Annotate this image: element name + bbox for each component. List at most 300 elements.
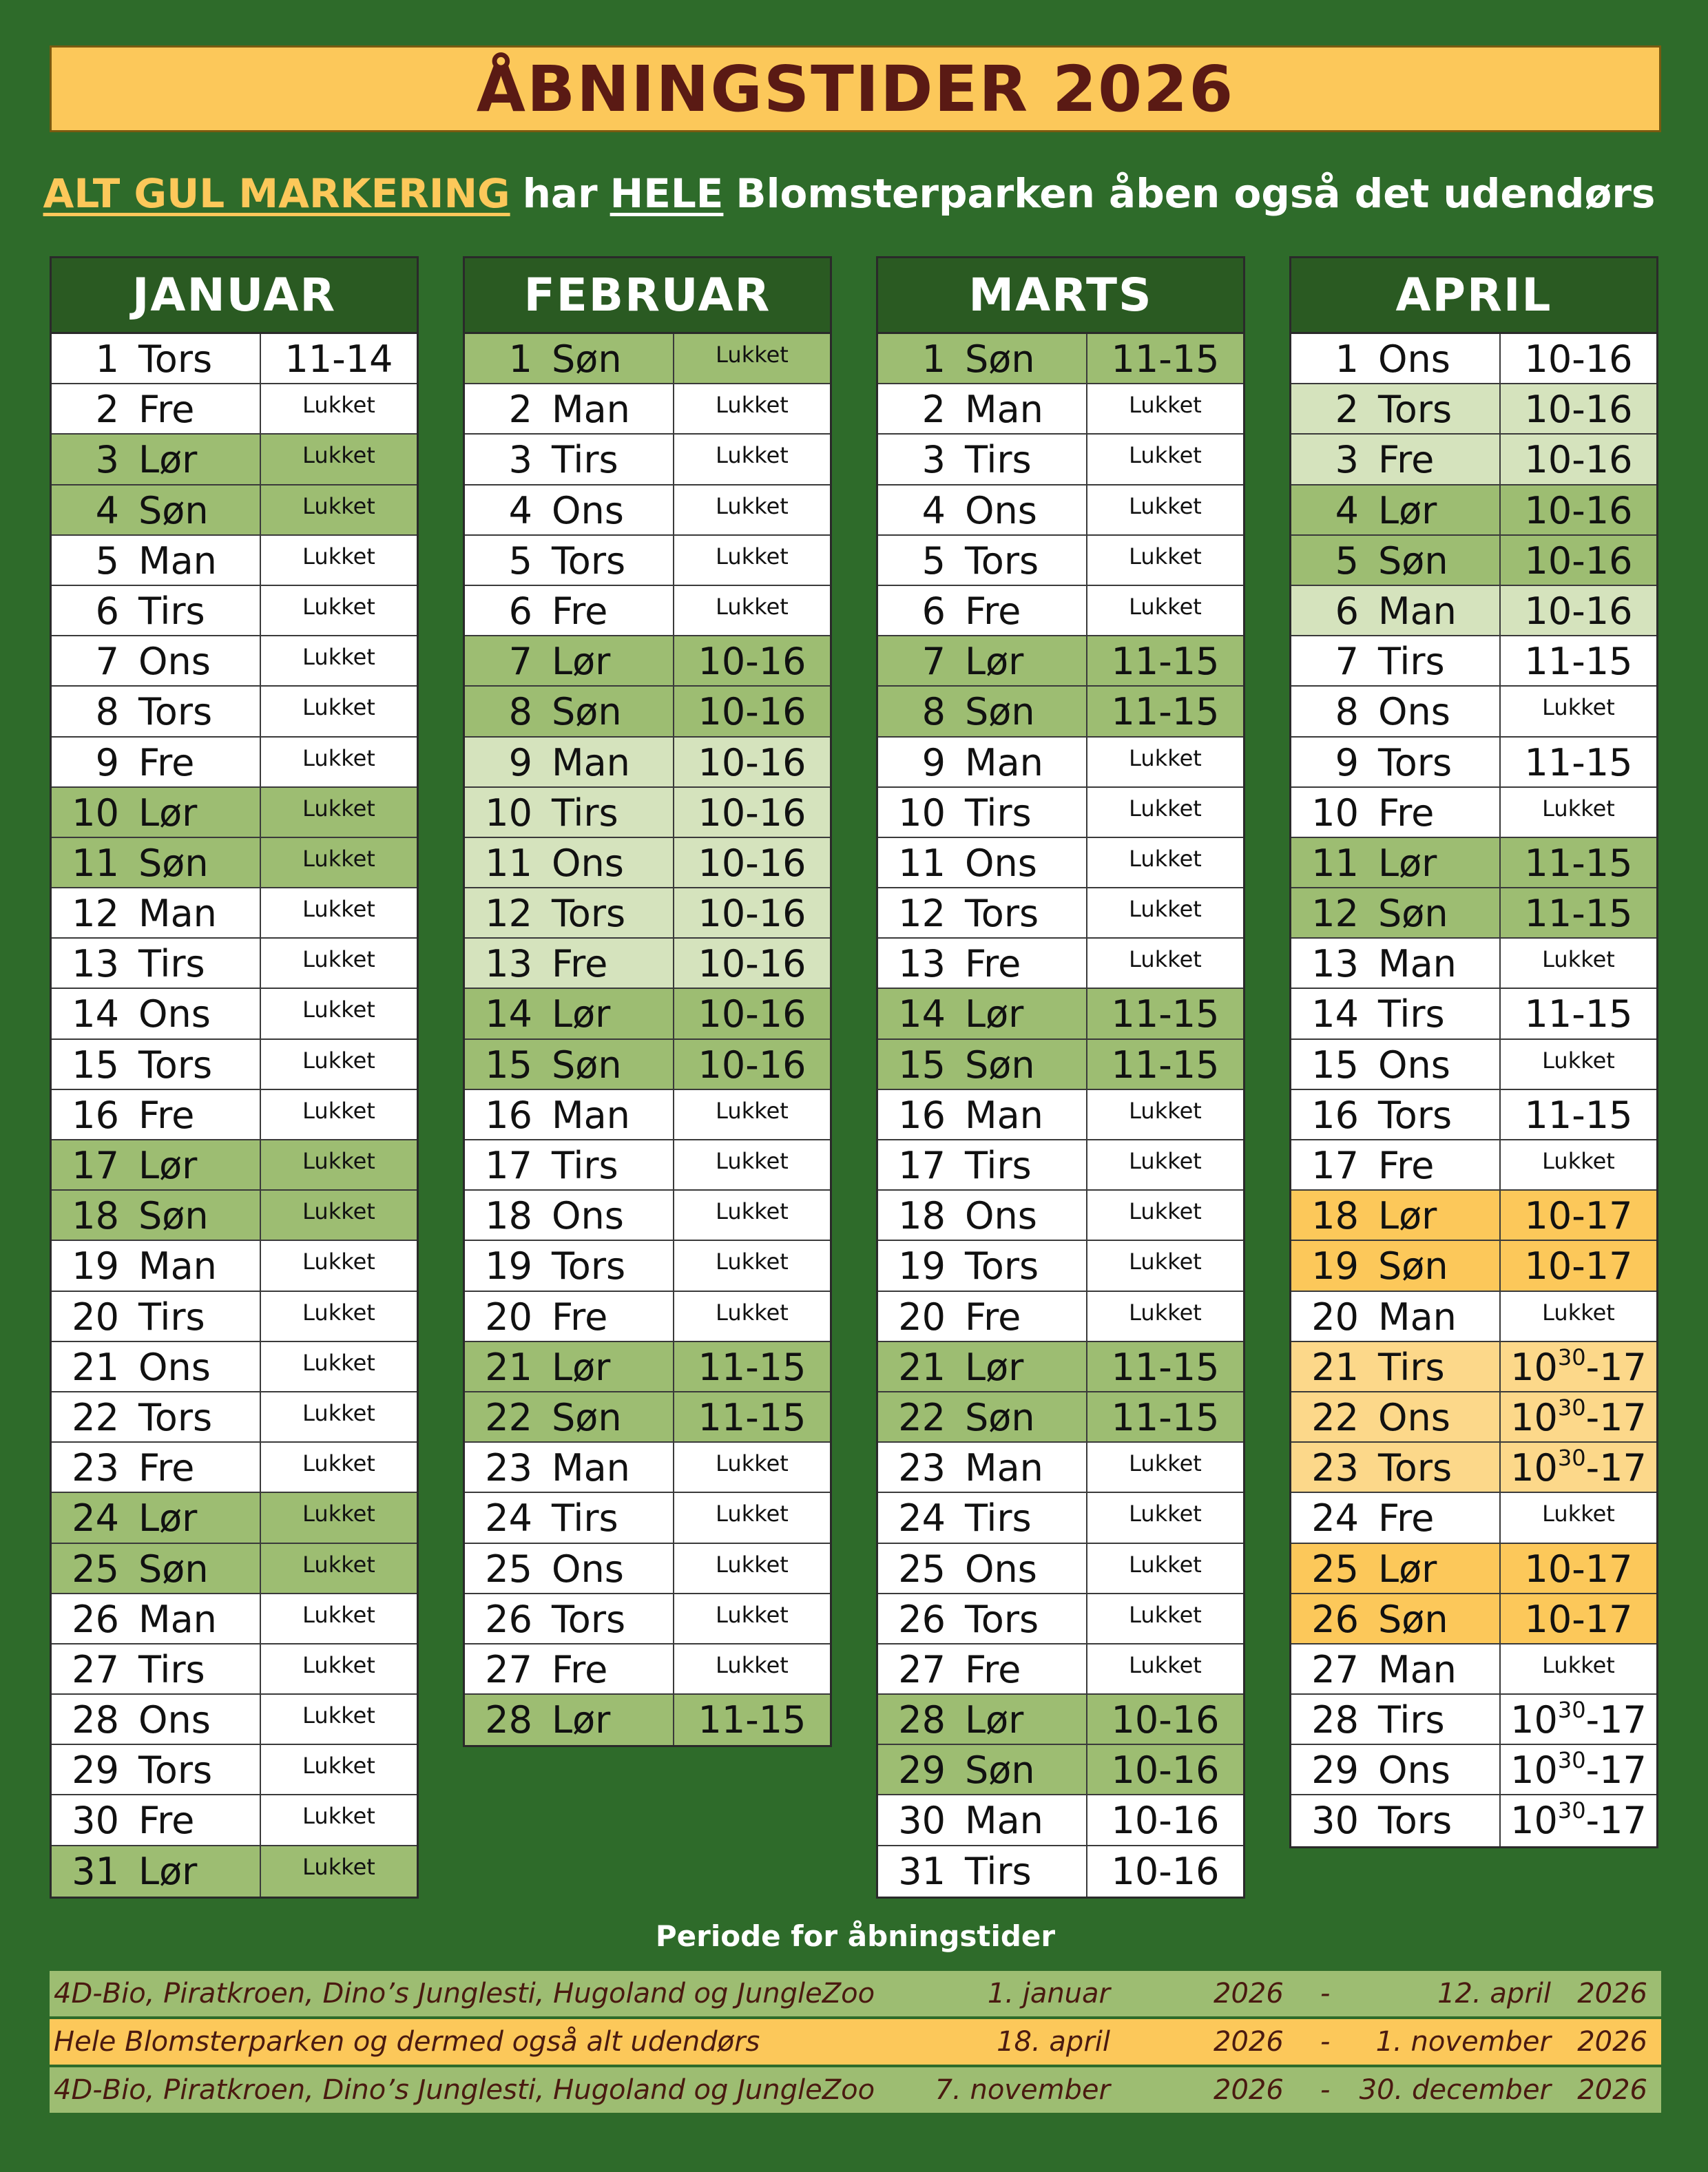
- weekday: Man: [125, 1241, 261, 1290]
- weekday: Fre: [1364, 435, 1501, 483]
- weekday: Man: [538, 1090, 674, 1139]
- opening-hours: Lukket: [1129, 744, 1202, 771]
- day-row: [1291, 435, 1656, 485]
- day-number: 3: [95, 438, 119, 482]
- period-end-year: 2026: [1577, 2026, 1647, 2058]
- weekday: Man: [125, 1594, 261, 1643]
- weekday: Tirs: [951, 788, 1087, 837]
- title-banner: [50, 45, 1661, 132]
- day-row: [878, 1090, 1243, 1140]
- opening-hours: Lukket: [716, 1601, 789, 1628]
- weekday: Man: [538, 1443, 674, 1492]
- weekday: Lør: [125, 1493, 261, 1542]
- day-row: [52, 939, 417, 989]
- day-number: 21: [485, 1345, 532, 1389]
- day-number: 9: [1335, 740, 1359, 784]
- weekday: Søn: [125, 485, 261, 534]
- day-row: [465, 485, 830, 536]
- day-row: [878, 989, 1243, 1039]
- day-number: 29: [898, 1748, 946, 1793]
- day-number: 2: [1335, 388, 1359, 432]
- weekday: Tors: [125, 1392, 261, 1441]
- weekday: Søn: [1364, 536, 1501, 585]
- day-number: 27: [72, 1647, 119, 1691]
- weekday: Fre: [951, 586, 1087, 635]
- day-row: [52, 1090, 417, 1140]
- month-header: MARTS: [878, 258, 1243, 334]
- weekday: Tors: [1364, 738, 1501, 786]
- day-row: [1291, 1392, 1656, 1443]
- day-number: 12: [1311, 892, 1359, 936]
- day-number: 18: [485, 1194, 532, 1238]
- weekday: Tirs: [951, 1140, 1087, 1189]
- opening-hours: $10^{30}-17$: [1510, 1445, 1647, 1490]
- opening-hours: 10-17: [1524, 1597, 1633, 1641]
- day-row: [878, 1241, 1243, 1291]
- weekday: Tirs: [1364, 636, 1501, 685]
- opening-hours: Lukket: [1129, 1551, 1202, 1578]
- weekday: Ons: [951, 485, 1087, 534]
- day-row: [465, 788, 830, 838]
- opening-hours: 11-15: [1111, 1043, 1220, 1087]
- opening-hours: Lukket: [716, 1450, 789, 1477]
- opening-hours: Lukket: [302, 1601, 375, 1628]
- opening-hours: 11-15: [698, 1395, 806, 1439]
- day-number: 26: [72, 1597, 119, 1641]
- month-table-februar: [463, 256, 832, 1747]
- weekday: Ons: [1364, 334, 1501, 383]
- day-row: [878, 939, 1243, 989]
- day-number: 3: [921, 438, 946, 482]
- weekday: Fre: [125, 738, 261, 786]
- weekday: Fre: [125, 1443, 261, 1492]
- day-row: [878, 1846, 1243, 1897]
- day-number: 11: [72, 841, 119, 885]
- day-number: 26: [1311, 1597, 1359, 1641]
- day-number: 14: [72, 992, 119, 1036]
- opening-hours: 10-16: [1111, 1698, 1220, 1742]
- weekday: Lør: [538, 636, 674, 685]
- weekday: Tors: [538, 888, 674, 937]
- day-row: [878, 1594, 1243, 1644]
- weekday: Fre: [951, 1644, 1087, 1693]
- weekday: Tirs: [1364, 1342, 1501, 1391]
- day-number: 27: [485, 1647, 532, 1691]
- day-row: [52, 1342, 417, 1392]
- opening-hours: Lukket: [302, 492, 375, 519]
- day-number: 5: [1335, 539, 1359, 583]
- day-row: [52, 1544, 417, 1594]
- opening-hours: 11-15: [698, 1345, 806, 1389]
- period-row: [50, 2067, 1661, 2113]
- period-end-year: 2026: [1577, 2074, 1647, 2106]
- day-number: 16: [485, 1093, 532, 1137]
- day-number: 23: [898, 1446, 946, 1490]
- weekday: Søn: [538, 334, 674, 383]
- period-description: Hele Blomsterparken og dermed også alt udendørs: [54, 2026, 760, 2058]
- day-number: 26: [898, 1597, 946, 1641]
- day-number: 10: [72, 791, 119, 835]
- opening-hours: Lukket: [1542, 1148, 1615, 1174]
- opening-hours: Lukket: [1129, 1198, 1202, 1225]
- weekday: Man: [538, 384, 674, 433]
- day-row: [878, 1644, 1243, 1695]
- day-row: [52, 1745, 417, 1795]
- day-number: 18: [898, 1194, 946, 1238]
- opening-hours: Lukket: [1129, 1249, 1202, 1275]
- opening-hours: 10-16: [698, 690, 806, 734]
- weekday: Tors: [1364, 1443, 1501, 1492]
- day-row: [878, 838, 1243, 888]
- day-row: [1291, 636, 1656, 687]
- weekday: Tirs: [125, 939, 261, 988]
- day-row: [52, 1846, 417, 1897]
- weekday: Fre: [538, 939, 674, 988]
- day-row: [1291, 1040, 1656, 1090]
- day-row: [52, 1292, 417, 1342]
- weekday: Tors: [538, 536, 674, 585]
- day-number: 24: [72, 1496, 119, 1541]
- opening-hours: Lukket: [302, 896, 375, 923]
- opening-hours: Lukket: [716, 593, 789, 620]
- opening-hours: 10-16: [1111, 1748, 1220, 1793]
- opening-hours: 10-16: [698, 892, 806, 936]
- day-row: [1291, 838, 1656, 888]
- weekday: Tors: [538, 1241, 674, 1290]
- day-row: [878, 1040, 1243, 1090]
- day-row: [465, 334, 830, 384]
- day-number: 22: [1311, 1395, 1359, 1439]
- day-row: [465, 1493, 830, 1543]
- period-row: [50, 1971, 1661, 2016]
- day-number: 13: [1311, 942, 1359, 986]
- day-number: 5: [921, 539, 946, 583]
- opening-hours: Lukket: [1129, 593, 1202, 620]
- weekday: Tirs: [125, 1644, 261, 1693]
- opening-hours: Lukket: [716, 1651, 789, 1678]
- opening-hours: 11-15: [1111, 1345, 1220, 1389]
- opening-hours: Lukket: [1129, 845, 1202, 872]
- opening-hours: $10^{30}-17$: [1510, 1394, 1647, 1439]
- day-row: [52, 435, 417, 485]
- day-row: [878, 1695, 1243, 1745]
- day-number: 17: [898, 1144, 946, 1187]
- weekday: Fre: [951, 939, 1087, 988]
- day-number: 9: [921, 740, 946, 784]
- weekday: Tirs: [125, 1292, 261, 1341]
- day-row: [52, 788, 417, 838]
- opening-hours: 11-15: [1111, 640, 1220, 684]
- opening-hours: Lukket: [1542, 1651, 1615, 1678]
- weekday: Ons: [538, 1544, 674, 1593]
- day-number: 9: [95, 740, 119, 784]
- day-row: [878, 888, 1243, 939]
- weekday: Man: [1364, 1644, 1501, 1693]
- weekday: Tirs: [1364, 989, 1501, 1038]
- weekday: Fre: [125, 384, 261, 433]
- weekday: Tors: [951, 536, 1087, 585]
- day-row: [52, 636, 417, 687]
- day-number: 19: [1311, 1244, 1359, 1288]
- weekday: Tors: [125, 1040, 261, 1089]
- day-row: [878, 1342, 1243, 1392]
- weekday: Søn: [951, 1040, 1087, 1089]
- day-number: 6: [95, 589, 119, 633]
- day-row: [1291, 536, 1656, 586]
- opening-hours: Lukket: [716, 543, 789, 570]
- weekday: Man: [1364, 586, 1501, 635]
- weekday: Lør: [1364, 838, 1501, 887]
- opening-hours: Lukket: [302, 644, 375, 671]
- day-row: [1291, 1795, 1656, 1846]
- day-row: [878, 384, 1243, 435]
- day-number: 5: [95, 539, 119, 583]
- day-number: 20: [72, 1295, 119, 1339]
- weekday: Tors: [1364, 1795, 1501, 1846]
- opening-hours: Lukket: [302, 1047, 375, 1074]
- opening-hours: 10-16: [698, 942, 806, 986]
- opening-hours: 11-15: [1524, 1093, 1633, 1137]
- opening-hours: Lukket: [302, 1450, 375, 1477]
- weekday: Man: [125, 536, 261, 585]
- opening-hours: 10-16: [698, 740, 806, 784]
- day-row: [878, 485, 1243, 536]
- weekday: Lør: [951, 1695, 1087, 1744]
- day-row: [878, 1140, 1243, 1191]
- day-row: [878, 788, 1243, 838]
- weekday: Ons: [125, 1342, 261, 1391]
- day-number: 7: [921, 640, 946, 684]
- day-row: [465, 1241, 830, 1291]
- day-row: [1291, 334, 1656, 384]
- weekday: Lør: [125, 1140, 261, 1189]
- opening-hours: Lukket: [716, 392, 789, 419]
- weekday: Søn: [951, 334, 1087, 383]
- opening-hours: Lukket: [302, 593, 375, 620]
- weekday: Man: [951, 1090, 1087, 1139]
- opening-hours: Lukket: [1542, 1047, 1615, 1074]
- day-number: 17: [1311, 1144, 1359, 1187]
- opening-hours: 11-15: [1524, 841, 1633, 885]
- opening-hours: 10-16: [1524, 438, 1633, 482]
- day-number: 18: [72, 1194, 119, 1238]
- opening-hours: Lukket: [302, 1551, 375, 1578]
- day-number: 25: [72, 1547, 119, 1591]
- opening-hours: Lukket: [716, 492, 789, 519]
- day-row: [52, 687, 417, 737]
- opening-hours: Lukket: [716, 1249, 789, 1275]
- day-row: [465, 384, 830, 435]
- opening-hours: Lukket: [302, 1853, 375, 1880]
- weekday: Ons: [951, 1191, 1087, 1240]
- weekday: Man: [951, 1795, 1087, 1844]
- period-end-year: 2026: [1577, 1978, 1647, 2009]
- opening-hours: 11-15: [1524, 992, 1633, 1036]
- opening-hours: Lukket: [1129, 1601, 1202, 1628]
- opening-hours: 10-17: [1524, 1244, 1633, 1288]
- day-number: 2: [508, 388, 532, 432]
- opening-hours: $10^{30}-17$: [1510, 1697, 1647, 1742]
- day-number: 25: [898, 1547, 946, 1591]
- opening-hours: Lukket: [716, 342, 789, 368]
- weekday: Ons: [538, 838, 674, 887]
- day-row: [465, 738, 830, 788]
- day-number: 4: [1335, 488, 1359, 532]
- day-number: 20: [1311, 1295, 1359, 1339]
- day-row: [1291, 788, 1656, 838]
- opening-hours: Lukket: [302, 1651, 375, 1678]
- day-number: 19: [72, 1244, 119, 1288]
- day-row: [878, 1795, 1243, 1846]
- day-row: [52, 738, 417, 788]
- opening-hours: 10-16: [1111, 1799, 1220, 1843]
- weekday: Søn: [951, 1745, 1087, 1794]
- day-row: [465, 1292, 830, 1342]
- opening-hours: 10-16: [1524, 589, 1633, 633]
- period-start-year: 2026: [1214, 2074, 1284, 2106]
- day-number: 8: [508, 690, 532, 734]
- period-end-date: 12. april: [1437, 1978, 1551, 2009]
- day-number: 21: [1311, 1345, 1359, 1389]
- weekday: Søn: [538, 1392, 674, 1441]
- day-row: [878, 636, 1243, 687]
- period-start-date: 18. april: [997, 2026, 1110, 2058]
- weekday: Tors: [125, 334, 261, 383]
- day-number: 16: [898, 1093, 946, 1137]
- weekday: Lør: [951, 636, 1087, 685]
- opening-hours: 11-15: [1524, 892, 1633, 936]
- opening-hours: Lukket: [716, 1198, 789, 1225]
- weekday: Lør: [125, 1846, 261, 1897]
- day-number: 24: [485, 1496, 532, 1541]
- weekday: Lør: [951, 1342, 1087, 1391]
- day-number: 1: [921, 337, 946, 381]
- weekday: Tirs: [951, 1846, 1087, 1897]
- weekday: Fre: [951, 1292, 1087, 1341]
- day-row: [1291, 1292, 1656, 1342]
- day-row: [878, 1493, 1243, 1543]
- day-row: [52, 586, 417, 636]
- day-number: 3: [1335, 438, 1359, 482]
- weekday: Lør: [951, 989, 1087, 1038]
- day-row: [52, 1241, 417, 1291]
- period-end-date: 30. december: [1359, 2074, 1551, 2106]
- opening-hours: Lukket: [1542, 1501, 1615, 1527]
- day-number: 4: [95, 488, 119, 532]
- day-row: [1291, 384, 1656, 435]
- opening-hours: Lukket: [302, 1198, 375, 1225]
- day-row: [1291, 989, 1656, 1039]
- month-header: FEBRUAR: [465, 258, 830, 334]
- opening-hours: Lukket: [302, 1299, 375, 1326]
- period-separator: -: [1320, 2026, 1331, 2058]
- period-separator: -: [1320, 2074, 1331, 2106]
- day-row: [52, 384, 417, 435]
- day-number: 10: [1311, 791, 1359, 835]
- day-number: 6: [508, 589, 532, 633]
- day-row: [1291, 1544, 1656, 1594]
- weekday: Søn: [951, 687, 1087, 735]
- day-row: [1291, 1342, 1656, 1392]
- day-number: 27: [1311, 1647, 1359, 1691]
- day-row: [52, 1443, 417, 1493]
- day-number: 7: [95, 640, 119, 684]
- weekday: Ons: [1364, 1745, 1501, 1794]
- opening-hours: Lukket: [1129, 896, 1202, 923]
- day-row: [52, 1594, 417, 1644]
- opening-hours: Lukket: [1129, 1148, 1202, 1174]
- day-number: 15: [485, 1043, 532, 1087]
- day-row: [52, 989, 417, 1039]
- day-number: 19: [485, 1244, 532, 1288]
- opening-hours: Lukket: [1129, 492, 1202, 519]
- weekday: Tirs: [125, 586, 261, 635]
- opening-hours: Lukket: [1542, 1299, 1615, 1326]
- day-number: 26: [485, 1597, 532, 1641]
- day-number: 4: [508, 488, 532, 532]
- opening-hours: 10-16: [1524, 337, 1633, 381]
- day-number: 30: [72, 1799, 119, 1843]
- day-row: [878, 334, 1243, 384]
- opening-hours: Lukket: [302, 442, 375, 469]
- day-row: [1291, 1241, 1656, 1291]
- day-row: [465, 888, 830, 939]
- day-number: 24: [898, 1496, 946, 1541]
- weekday: Man: [125, 888, 261, 937]
- weekday: Tirs: [951, 1493, 1087, 1542]
- period-title: Periode for åbningstider: [655, 1919, 1056, 1953]
- month-table-januar: [50, 256, 419, 1899]
- day-number: 4: [921, 488, 946, 532]
- day-row: [1291, 485, 1656, 536]
- period-description: 4D-Bio, Piratkroen, Dino’s Junglesti, Hugoland og JungleZoo: [54, 1978, 875, 2009]
- weekday: Man: [1364, 1292, 1501, 1341]
- weekday: Søn: [1364, 888, 1501, 937]
- day-row: [465, 1644, 830, 1695]
- opening-hours: Lukket: [302, 1702, 375, 1729]
- weekday: Ons: [538, 485, 674, 534]
- weekday: Ons: [1364, 1040, 1501, 1089]
- opening-hours: 11-15: [1524, 740, 1633, 784]
- day-row: [878, 1443, 1243, 1493]
- weekday: Søn: [125, 1544, 261, 1593]
- day-row: [1291, 586, 1656, 636]
- day-number: 12: [898, 892, 946, 936]
- day-row: [465, 536, 830, 586]
- day-number: 8: [921, 690, 946, 734]
- day-number: 9: [508, 740, 532, 784]
- subtitle-rest: Blomsterparken åben også det udendørs: [736, 170, 1656, 217]
- opening-hours: 10-16: [698, 640, 806, 684]
- period-start-date: 1. januar: [987, 1978, 1110, 2009]
- weekday: Ons: [125, 636, 261, 685]
- weekday: Ons: [951, 1544, 1087, 1593]
- day-row: [1291, 939, 1656, 989]
- day-row: [52, 838, 417, 888]
- weekday: Tors: [951, 1241, 1087, 1290]
- day-row: [878, 1544, 1243, 1594]
- day-number: 5: [508, 539, 532, 583]
- opening-hours: Lukket: [1129, 392, 1202, 419]
- day-number: 28: [72, 1698, 119, 1742]
- day-number: 31: [72, 1849, 119, 1893]
- weekday: Søn: [538, 1040, 674, 1089]
- subtitle: [43, 163, 1661, 224]
- opening-hours: 10-16: [698, 992, 806, 1036]
- day-row: [1291, 1493, 1656, 1543]
- weekday: Søn: [1364, 1241, 1501, 1290]
- day-number: 22: [485, 1395, 532, 1439]
